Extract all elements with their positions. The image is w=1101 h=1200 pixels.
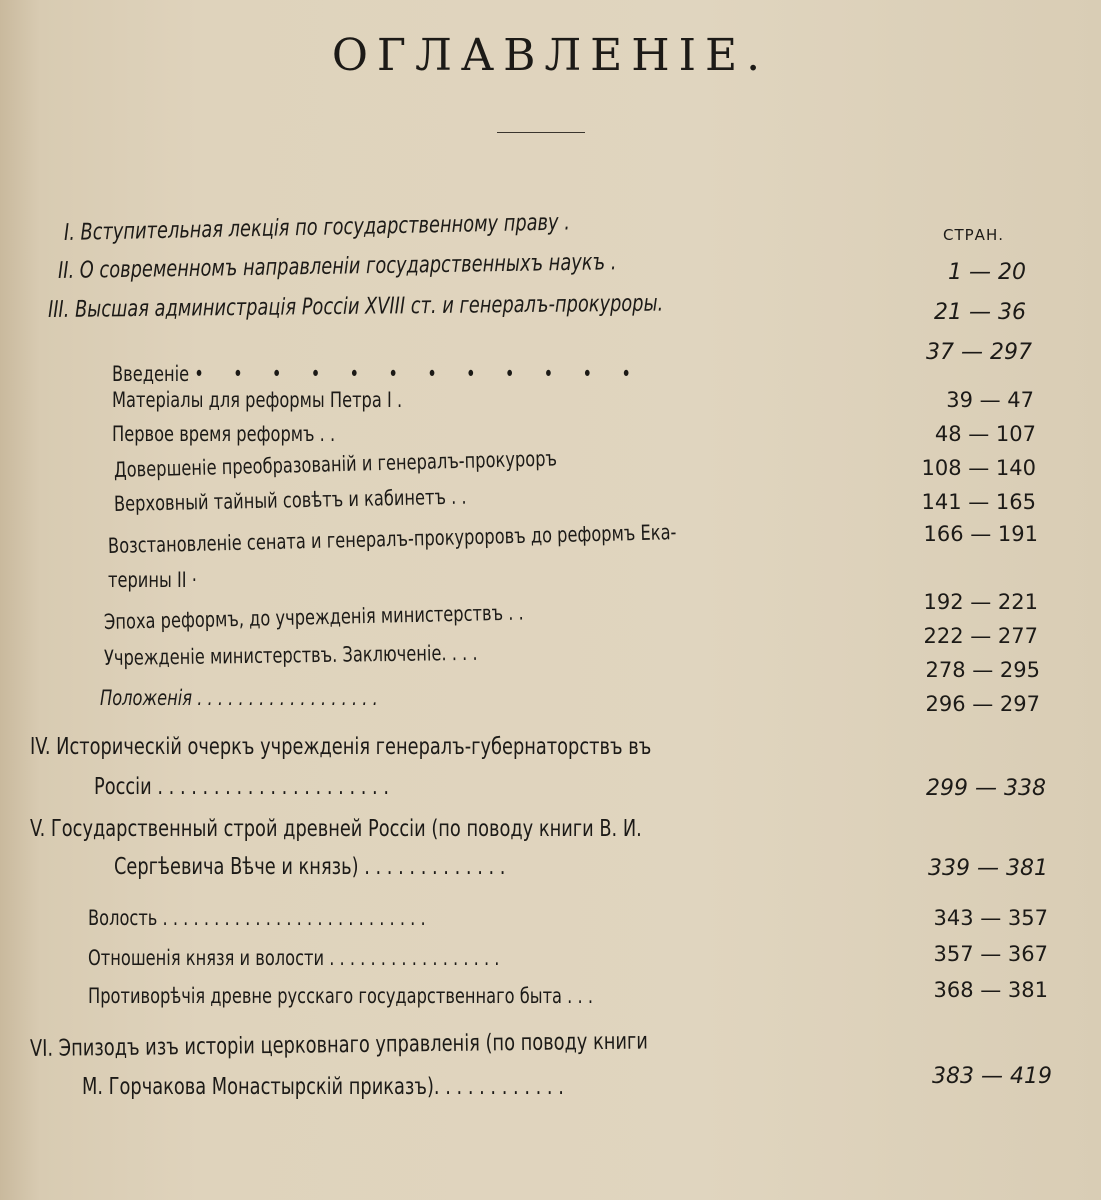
toc-entry-pages: 343 — 357 <box>933 906 1048 930</box>
toc-entry-pages: 21 — 36 <box>934 300 1026 325</box>
toc-entry-text: Первое время реформъ . . <box>112 422 336 446</box>
toc-entry-pages: 278 — 295 <box>925 658 1040 682</box>
page-title: ОГЛАВЛЕНІЕ. <box>331 30 770 81</box>
toc-entry-text: VI. Эпизодъ изъ исторіи церковнаго управленія (по поводу книги <box>29 1028 649 1062</box>
toc-entry-text: V. Государственный строй древней Россіи (по поводу книги В. И. <box>30 816 642 842</box>
toc-entry-text: М. Горчакова Монастырскій приказъ). . . . . . . . . . . . <box>82 1074 564 1100</box>
toc-entry-text: Верховный тайный совѣтъ и кабинетъ . . <box>113 484 467 516</box>
toc-entry-text: Довершеніе преобразованій и генералъ-прокуроръ <box>113 446 558 482</box>
title-rule <box>497 132 585 133</box>
toc-entry-pages: 166 — 191 <box>923 522 1038 546</box>
toc-entry-text: Волость . . . . . . . . . . . . . . . . . . . . . . . . . . <box>88 906 426 930</box>
toc-entry-text: IV. Историческій очеркъ учрежденія генералъ-губернаторствъ въ <box>30 734 652 760</box>
toc-entry-pages: 108 — 140 <box>921 456 1036 480</box>
toc-entry-pages: 1 — 20 <box>948 260 1026 285</box>
toc-entry-pages: 357 — 367 <box>933 942 1048 966</box>
toc-entry-text: I. Вступительная лекція по государственному праву . <box>63 209 571 246</box>
toc-entry-pages: 37 — 297 <box>926 340 1032 365</box>
toc-entry-pages: 48 — 107 <box>934 422 1036 446</box>
toc-entry-text: Отношенія князя и волости . . . . . . . . . . . . . . . . . <box>88 946 500 970</box>
toc-entry-pages: 141 — 165 <box>921 490 1036 514</box>
toc-entry-pages: 296 — 297 <box>925 692 1040 716</box>
toc-entry-pages: 299 — 338 <box>926 776 1046 801</box>
toc-entry-text: Положенія . . . . . . . . . . . . . . . . . . <box>100 686 378 710</box>
toc-entry-pages: 368 — 381 <box>933 978 1048 1002</box>
toc-entry-pages: 383 — 419 <box>932 1064 1052 1089</box>
toc-entry-text: Учрежденіе министерствъ. Заключеніе. . . . <box>103 640 478 670</box>
toc-entry-text: Эпоха реформъ, до учрежденія министерствъ . . <box>103 600 524 634</box>
toc-entry-text: Сергѣевича Вѣче и князь) . . . . . . . . . . . . . <box>114 854 506 880</box>
toc-entry-text: Матеріалы для реформы Петра I . <box>112 388 403 412</box>
toc-entry-text: Противорѣчія древне русскаго государственнаго быта . . . <box>88 984 593 1008</box>
toc-entry-text: Россіи . . . . . . . . . . . . . . . . . . . . . <box>94 774 390 800</box>
toc-entry-pages: 39 — 47 <box>946 388 1034 412</box>
toc-entry-text: II. О современномъ направленіи государственныхъ наукъ . <box>57 249 617 284</box>
toc-entry-text: Возстановленіе сената и генералъ-прокуроровъ до реформъ Ека- <box>107 520 677 558</box>
toc-entry-text: III. Высшая администрація Россіи XVIII ст. и генералъ-прокуроры. <box>47 290 664 323</box>
pages-column-label: СТРАН. <box>943 226 1004 244</box>
toc-entry-text: Введеніе • • • • • • • • • • • • <box>112 362 643 386</box>
toc-entry-pages: 222 — 277 <box>923 624 1038 648</box>
toc-entry-pages: 339 — 381 <box>928 856 1048 881</box>
toc-entry-text: терины II · <box>108 568 197 592</box>
toc-entry-pages: 192 — 221 <box>923 590 1038 614</box>
